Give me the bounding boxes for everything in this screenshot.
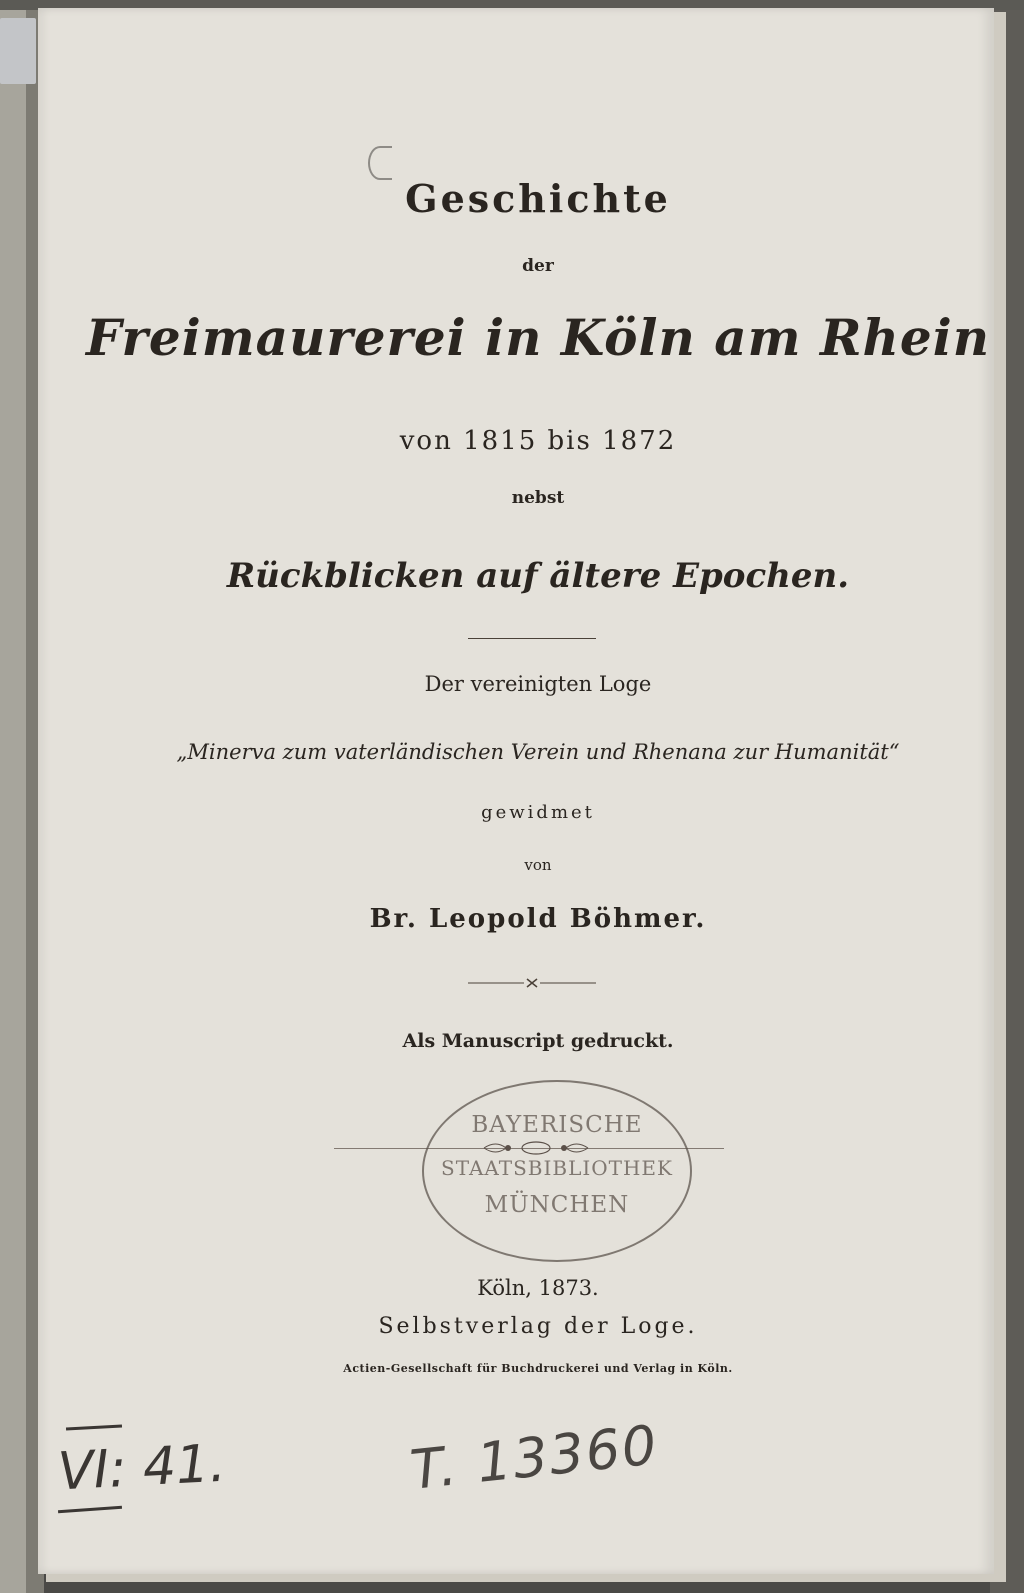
book-cover-edge bbox=[0, 10, 26, 1593]
dedication-line-1: Der vereinigten Loge bbox=[424, 672, 652, 696]
title-der: der bbox=[522, 256, 554, 276]
subtitle: Rückblicken auf ältere Epochen. bbox=[226, 556, 850, 596]
printer-line: Actien-Gesellschaft für Buchdruckerei und Verlag in Köln. bbox=[343, 1362, 733, 1375]
by-line: von bbox=[524, 856, 552, 874]
stamp-line-2: STAATSBIBLIOTHEK bbox=[441, 1156, 673, 1180]
cross-ornament-divider bbox=[468, 977, 596, 989]
stamp-line-3: MÜNCHEN bbox=[484, 1192, 630, 1218]
pencil-mark bbox=[368, 146, 392, 180]
stamp-line-1: BAYERISCHE bbox=[471, 1112, 643, 1138]
title-page bbox=[38, 8, 994, 1574]
divider-rule bbox=[468, 638, 596, 639]
publisher: Selbstverlag der Loge. bbox=[378, 1314, 698, 1339]
shelfmark-right: T. 13360 bbox=[407, 1413, 662, 1502]
book-title: Geschichte bbox=[405, 176, 671, 221]
shelfmark-underline bbox=[58, 1506, 122, 1513]
date-range: von 1815 bis 1872 bbox=[399, 426, 677, 456]
dedication-line-2: „Minerva zum vaterländischen Verein und Rhenana zur Humanität“ bbox=[176, 740, 900, 764]
dedication-line-3: gewidmet bbox=[481, 802, 595, 823]
bookmark-tab bbox=[0, 18, 36, 84]
shelfmark-left: VI: 41. bbox=[56, 1433, 228, 1503]
author-name: Br. Leopold Böhmer. bbox=[369, 904, 707, 934]
main-title: Freimaurerei in Köln am Rhein bbox=[85, 308, 991, 367]
shelfmark-overline bbox=[66, 1425, 122, 1431]
library-stamp bbox=[422, 1080, 692, 1262]
title-nebst: nebst bbox=[511, 488, 565, 508]
place-year: Köln, 1873. bbox=[477, 1276, 599, 1300]
manuscript-note: Als Manuscript gedruckt. bbox=[402, 1030, 674, 1052]
